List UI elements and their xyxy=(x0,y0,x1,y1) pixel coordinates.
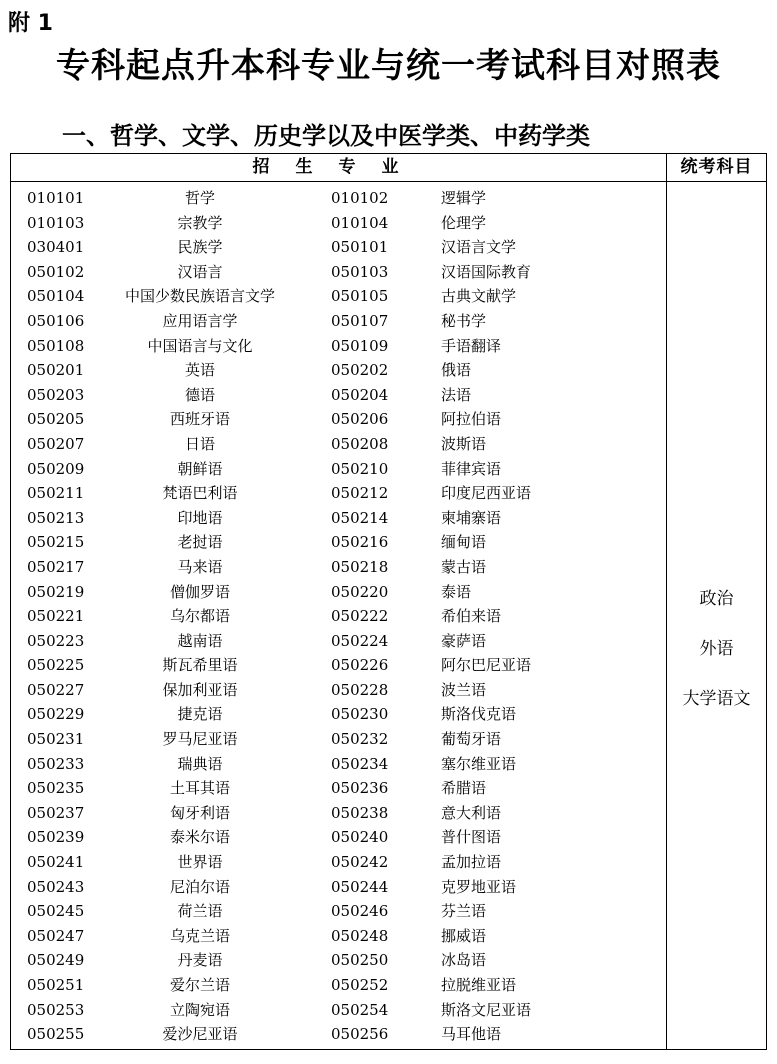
major-name: 保加利亚语 xyxy=(162,680,238,699)
table-row xyxy=(11,407,666,432)
major-name: 斯洛伐克语 xyxy=(441,705,517,724)
major-code: 050233 xyxy=(27,754,85,773)
major-code: 050201 xyxy=(27,361,85,380)
header-exam-subjects: 统考科目 xyxy=(666,154,766,182)
major-name: 意大利语 xyxy=(441,803,502,822)
major-name: 泰语 xyxy=(441,582,472,601)
major-code: 050220 xyxy=(331,582,389,601)
table-row xyxy=(11,530,666,555)
major-name: 越南语 xyxy=(177,631,223,650)
major-code: 050215 xyxy=(27,533,85,552)
table-row xyxy=(11,850,666,875)
major-name: 梵语巴利语 xyxy=(162,484,238,503)
major-name: 菲律宾语 xyxy=(441,459,502,478)
major-name: 阿拉伯语 xyxy=(441,410,502,429)
major-name: 缅甸语 xyxy=(441,533,487,552)
major-code: 050105 xyxy=(331,287,389,306)
page-title: 专科起点升本科专业与统一考试科目对照表 xyxy=(56,46,721,86)
major-code: 050104 xyxy=(27,287,85,306)
table-row xyxy=(11,678,666,703)
major-code: 050210 xyxy=(331,459,389,478)
table-row xyxy=(11,801,666,826)
major-code: 050226 xyxy=(331,656,389,675)
major-code: 050205 xyxy=(27,410,85,429)
major-code: 050239 xyxy=(27,828,85,847)
major-code: 050250 xyxy=(331,951,389,970)
major-code: 050202 xyxy=(331,361,389,380)
major-code: 050238 xyxy=(331,803,389,822)
major-name: 尼泊尔语 xyxy=(169,877,230,896)
major-code: 050251 xyxy=(27,976,85,994)
section-heading: 一、哲学、文学、历史学以及中医学类、中药学类 xyxy=(62,122,590,150)
table-row xyxy=(11,580,666,605)
major-name: 德语 xyxy=(184,385,215,404)
major-name: 逻辑学 xyxy=(441,189,487,207)
table-row xyxy=(11,186,666,211)
major-name: 匈牙利语 xyxy=(169,803,230,822)
major-name: 老挝语 xyxy=(177,533,223,552)
major-name: 捷克语 xyxy=(177,705,223,724)
major-code: 050256 xyxy=(331,1025,389,1044)
major-name: 斯洛文尼亚语 xyxy=(441,1000,532,1019)
major-name: 日语 xyxy=(184,434,215,453)
major-code: 050207 xyxy=(27,434,85,453)
major-name: 宗教学 xyxy=(177,213,223,232)
major-code: 050211 xyxy=(27,484,85,503)
appendix-label: 附 1 xyxy=(8,11,53,36)
major-code: 050203 xyxy=(27,385,85,404)
major-code: 050218 xyxy=(331,557,389,576)
major-name: 柬埔寨语 xyxy=(441,508,502,527)
major-name: 土耳其语 xyxy=(169,779,230,798)
major-code: 050222 xyxy=(331,607,389,626)
major-code: 010104 xyxy=(331,213,389,232)
major-name: 中国少数民族语言文学 xyxy=(124,287,275,306)
major-name: 印地语 xyxy=(177,508,223,527)
exam-subject-column xyxy=(666,182,766,1049)
table-row xyxy=(11,309,666,334)
major-code: 050229 xyxy=(27,705,85,724)
major-name: 马耳他语 xyxy=(441,1025,502,1044)
major-name: 中国语言与文化 xyxy=(147,336,253,355)
major-code: 050212 xyxy=(331,484,389,503)
table-row xyxy=(11,555,666,580)
table-row xyxy=(11,383,666,408)
major-name: 民族学 xyxy=(177,238,223,257)
major-code: 050230 xyxy=(331,705,389,724)
major-code: 010101 xyxy=(27,189,85,207)
major-code: 050247 xyxy=(27,926,85,945)
table-row xyxy=(11,604,666,629)
table-row xyxy=(11,358,666,383)
table-row xyxy=(11,752,666,777)
major-code: 050225 xyxy=(27,656,85,675)
table-row xyxy=(11,457,666,482)
major-name: 罗马尼亚语 xyxy=(162,730,238,749)
major-name: 丹麦语 xyxy=(177,951,223,970)
major-code: 050204 xyxy=(331,385,389,404)
major-code: 050108 xyxy=(27,336,85,355)
major-name: 世界语 xyxy=(177,853,223,872)
major-code: 050214 xyxy=(331,508,389,527)
major-name: 汉语国际教育 xyxy=(441,262,532,281)
major-code: 050217 xyxy=(27,557,85,576)
major-code: 050232 xyxy=(331,730,389,749)
major-code: 010103 xyxy=(27,213,85,232)
major-name: 法语 xyxy=(441,385,472,404)
major-name: 阿尔巴尼亚语 xyxy=(441,656,532,675)
major-name: 俄语 xyxy=(441,361,472,380)
major-name: 伦理学 xyxy=(441,213,487,232)
major-code: 050252 xyxy=(331,976,389,994)
major-code: 050209 xyxy=(27,459,85,478)
major-code: 050231 xyxy=(27,730,85,749)
exam-subject-politics: 政治 xyxy=(699,589,734,609)
table-row xyxy=(11,260,666,285)
major-name: 冰岛语 xyxy=(441,951,487,970)
major-code: 050242 xyxy=(331,853,389,872)
major-code: 050102 xyxy=(27,262,85,281)
major-code: 050246 xyxy=(331,902,389,921)
major-name: 爱尔兰语 xyxy=(169,976,230,994)
major-name: 哲学 xyxy=(184,189,215,207)
major-name: 乌尔都语 xyxy=(169,607,230,626)
major-name: 瑞典语 xyxy=(177,754,223,773)
table-row xyxy=(11,776,666,801)
major-code: 030401 xyxy=(27,238,85,257)
major-code: 050237 xyxy=(27,803,85,822)
major-code: 010102 xyxy=(331,189,389,207)
major-name: 秘书学 xyxy=(441,311,487,330)
major-name: 拉脱维亚语 xyxy=(441,976,517,994)
major-name: 波斯语 xyxy=(441,434,487,453)
major-code: 050254 xyxy=(331,1000,389,1019)
major-code: 050236 xyxy=(331,779,389,798)
major-name: 爱沙尼亚语 xyxy=(162,1025,238,1044)
major-code: 050106 xyxy=(27,311,85,330)
major-code: 050219 xyxy=(27,582,85,601)
major-code: 050101 xyxy=(331,238,389,257)
major-code: 050245 xyxy=(27,902,85,921)
table-row xyxy=(11,998,666,1023)
major-code: 050216 xyxy=(331,533,389,552)
table-row xyxy=(11,235,666,260)
major-code: 050235 xyxy=(27,779,85,798)
table-row xyxy=(11,653,666,678)
major-code: 050228 xyxy=(331,680,389,699)
major-name: 塞尔维亚语 xyxy=(441,754,517,773)
major-name: 汉语言 xyxy=(177,262,223,281)
table-row xyxy=(11,973,666,998)
table-row xyxy=(11,702,666,727)
major-code: 050249 xyxy=(27,951,85,970)
major-name: 印度尼西亚语 xyxy=(441,484,532,503)
major-code: 050206 xyxy=(331,410,389,429)
table-row xyxy=(11,334,666,359)
major-code: 050227 xyxy=(27,680,85,699)
table-row xyxy=(11,506,666,531)
table-row xyxy=(11,875,666,900)
major-code: 050255 xyxy=(27,1025,85,1044)
major-name: 应用语言学 xyxy=(162,311,238,330)
major-code: 050248 xyxy=(331,926,389,945)
major-code: 050241 xyxy=(27,853,85,872)
table-row xyxy=(11,432,666,457)
table-row xyxy=(11,211,666,236)
major-name: 孟加拉语 xyxy=(441,853,502,872)
major-name: 希腊语 xyxy=(441,779,487,798)
major-name: 葡萄牙语 xyxy=(441,730,502,749)
table-row xyxy=(11,948,666,973)
major-code: 050224 xyxy=(331,631,389,650)
major-code: 050109 xyxy=(331,336,389,355)
major-name: 马来语 xyxy=(177,557,223,576)
table-row xyxy=(11,629,666,654)
major-name: 朝鲜语 xyxy=(177,459,223,478)
major-code: 050208 xyxy=(331,434,389,453)
major-exam-table xyxy=(10,153,767,1050)
table-row xyxy=(11,1022,666,1047)
table-row xyxy=(11,924,666,949)
table-row xyxy=(11,727,666,752)
major-name: 克罗地亚语 xyxy=(441,877,517,896)
major-code: 050221 xyxy=(27,607,85,626)
major-code: 050240 xyxy=(331,828,389,847)
major-name: 汉语言文学 xyxy=(441,238,517,257)
major-name: 荷兰语 xyxy=(177,902,223,921)
major-code: 050243 xyxy=(27,877,85,896)
major-code: 050253 xyxy=(27,1000,85,1019)
major-name: 英语 xyxy=(184,361,215,380)
major-name: 希伯来语 xyxy=(441,607,502,626)
major-name: 古典文献学 xyxy=(441,287,517,306)
major-code: 050103 xyxy=(331,262,389,281)
major-name: 僧伽罗语 xyxy=(169,582,230,601)
major-name: 乌克兰语 xyxy=(169,926,230,945)
major-code: 050244 xyxy=(331,877,389,896)
header-major: 招生专业 xyxy=(11,154,666,182)
major-name: 芬兰语 xyxy=(441,902,487,921)
major-code: 050234 xyxy=(331,754,389,773)
major-name: 蒙古语 xyxy=(441,557,487,576)
major-name: 立陶宛语 xyxy=(169,1000,230,1019)
major-name: 泰米尔语 xyxy=(169,828,230,847)
major-code: 050213 xyxy=(27,508,85,527)
major-name: 豪萨语 xyxy=(441,631,487,650)
major-code: 050107 xyxy=(331,311,389,330)
major-name: 手语翻译 xyxy=(441,336,502,355)
major-list xyxy=(11,186,666,1047)
table-row xyxy=(11,825,666,850)
table-row xyxy=(11,481,666,506)
major-name: 波兰语 xyxy=(441,680,487,699)
major-code: 050223 xyxy=(27,631,85,650)
major-name: 普什图语 xyxy=(441,828,502,847)
table-row xyxy=(11,899,666,924)
exam-subject-college-chinese: 大学语文 xyxy=(682,689,751,709)
major-name: 斯瓦希里语 xyxy=(162,656,238,675)
major-name: 挪威语 xyxy=(441,926,487,945)
table-row xyxy=(11,284,666,309)
major-name: 西班牙语 xyxy=(169,410,230,429)
exam-subject-foreign-language: 外语 xyxy=(699,639,734,659)
